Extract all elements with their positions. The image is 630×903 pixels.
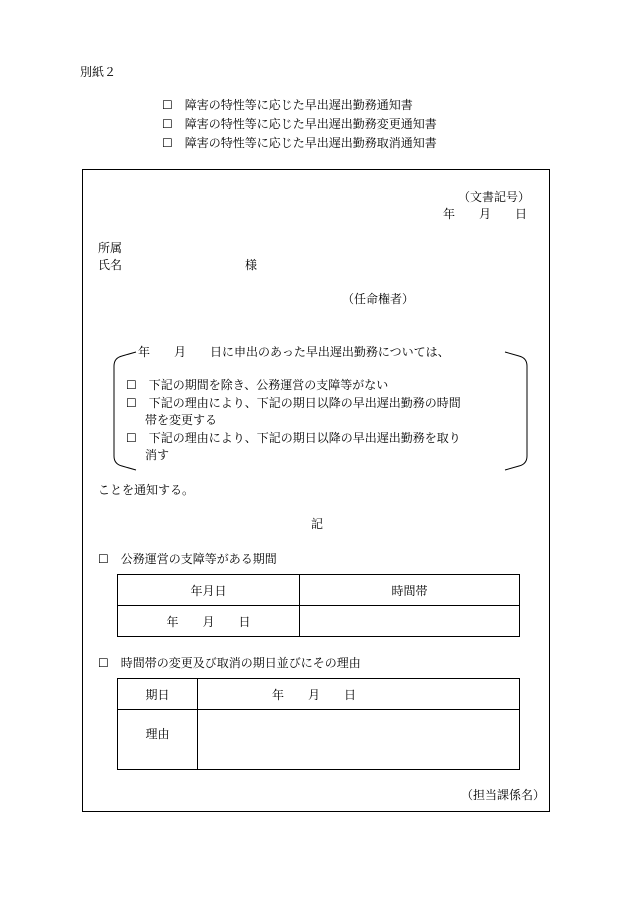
option-cancel: ☐ 下記の理由により、下記の期日以降の早出遅出勤務を取り (126, 431, 461, 445)
period-date-cell: 年 月 日 (118, 606, 300, 637)
header-date: 年月日 (118, 575, 300, 606)
honorific: 様 (245, 258, 258, 272)
effective-date-cell: 年 月 日 (198, 679, 520, 710)
header-time-slot: 時間帯 (300, 575, 520, 606)
reason-cell (198, 710, 520, 770)
period-time-cell (300, 606, 520, 637)
title-option-cancel: ☐ 障害の特性等に応じた早出遅出勤務取消通知書 (162, 136, 437, 150)
annex-label: 別紙２ (80, 65, 117, 79)
appointer: （任命権者） (342, 292, 415, 306)
title-option-notice: ☐ 障害の特性等に応じた早出遅出勤務通知書 (162, 98, 413, 112)
change-cancel-table (117, 678, 520, 770)
notify-text: ことを通知する。 (98, 483, 195, 497)
section-change-cancel: ☐ 時間帯の変更及び取消の期日並びにその理由 (98, 656, 361, 670)
label-effective-date: 期日 (118, 679, 198, 710)
request-line: 年 月 日に申出のあった早出遅出勤務については、 (138, 345, 450, 359)
ki-heading: 記 (311, 517, 324, 531)
option-no-issue: ☐ 下記の期間を除き、公務運営の支障等がない (126, 378, 389, 392)
contact-section: （担当課係名） (461, 788, 546, 802)
name-label: 氏名 (98, 258, 123, 272)
option-cancel-cont: 消す (145, 448, 170, 462)
doc-number: （文書記号） (458, 190, 531, 204)
label-reason: 理由 (118, 710, 198, 770)
affiliation-label: 所属 (98, 241, 123, 255)
section-obstruction-period: ☐ 公務運営の支障等がある期間 (98, 552, 277, 566)
obstruction-period-table (117, 574, 520, 637)
issue-date: 年 月 日 (443, 207, 528, 221)
option-change-time-cont: 帯を変更する (145, 413, 218, 427)
title-option-change: ☐ 障害の特性等に応じた早出遅出勤務変更通知書 (162, 117, 437, 131)
option-change-time: ☐ 下記の理由により、下記の期日以降の早出遅出勤務の時間 (126, 396, 461, 410)
